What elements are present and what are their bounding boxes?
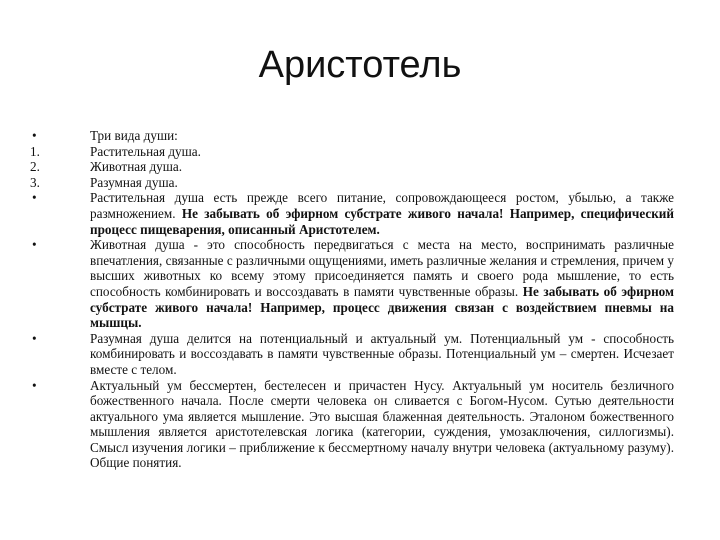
list-item-text: Разумная душа делится на потенциальный и актуальный ум. Потенциальный ум - способность комбинировать и воссоздавать в памяти чувственные образы. Потенциальный ум – смертен. Исчезает вместе с телом. [90,330,674,377]
list-item [30,175,674,191]
slide-title: Аристотель [258,44,462,86]
list-item [30,331,674,378]
bullet-marker: • [32,330,37,346]
list-item-text: Актуальный ум бессмертен, бестелесен и причастен Нусу. Актуальный ум носитель безличного божественного начала. После смерти человека он сливается с Богом-Нусом. Сутью деятельности актуального ума является мышление. Это высшая блаженная деятельность. Эталоном божественного мышления является аристотелевская логика (категории, суждения, умозаключения, силлогизмы). Смысл изучения логики – приближение к бессмертному началу внутри человека (актуальному разуму). Общие понятия. [90,377,674,471]
list-item-text [90,190,674,237]
bullet-marker: • [32,237,37,253]
number-marker: 3. [30,174,40,190]
plain-text: Животная душа - это способность передвигаться с места на место, воспринимать различные впечатления, связанные с различными ощущениями, иметь различные желания и стремления, причем у высших животных ко всему этому присоединяется память и своего рода мышление, то есть способность комбинировать и воссоздавать в памяти чувственные образы. [90,237,674,299]
bold-note: Не забывать об эфирном субстрате живого начала! Например, специфический процесс пищеварения, описанный Аристотелем. [90,205,675,237]
number-marker: 1. [30,143,40,159]
list-item [30,159,674,175]
list-item-text: Три вида души: [90,128,178,143]
list-item [30,190,674,237]
bullet-marker: • [32,190,37,206]
list-item-text [90,237,674,331]
bold-note: Не забывать об эфирном субстрате живого начала! Например, процесс движения связан с воздействием пневмы на мышцы. [90,283,674,331]
content-list [30,128,674,471]
list-item [30,128,674,144]
list-item-text: Животная душа. [90,159,183,175]
bullet-marker: • [32,128,37,143]
list-item [30,378,674,472]
list-item [30,144,674,160]
bullet-marker: • [32,377,37,393]
list-item [30,237,674,331]
list-item-text: Растительная душа. [90,143,201,159]
number-marker: 2. [30,159,40,175]
plain-text: Растительная душа есть прежде всего питание, сопровождающееся ростом, убылью, а также размножением. [90,190,674,221]
list-item-text: Разумная душа. [90,174,178,190]
